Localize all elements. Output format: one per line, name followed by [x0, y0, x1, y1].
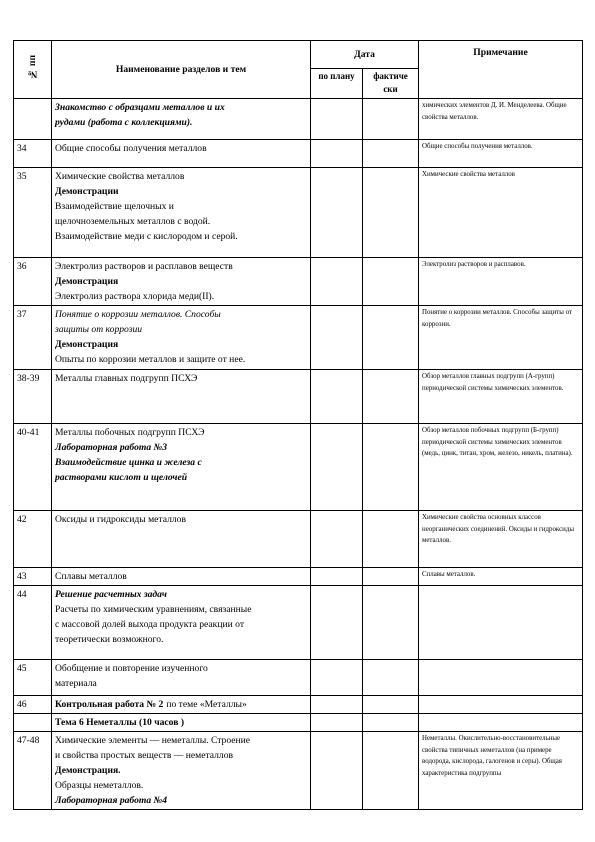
row-date-plan: [311, 168, 363, 258]
row-topic: [52, 696, 311, 714]
row-number: 46: [14, 696, 52, 714]
header-number: № пп: [14, 41, 52, 99]
row-note: Электролиз растворов и расплавов.: [419, 258, 583, 306]
topic-line: Обобщение и повторение изученного: [55, 663, 208, 674]
row-topic: [52, 370, 311, 424]
row-note: Химические свойства металлов: [419, 168, 583, 258]
row-topic: [52, 424, 311, 511]
topic-line: Сплавы металлов: [55, 571, 127, 582]
row-note: [419, 696, 583, 714]
row-date-plan: [311, 586, 363, 660]
row-date-plan: [311, 99, 363, 140]
topic-line: щелочноземельных металлов с водой.: [55, 216, 211, 227]
topic-line: Общие способы получения металлов: [55, 143, 207, 154]
row-number: 35: [14, 168, 52, 258]
row-date-fact: [363, 306, 419, 370]
topic-line: Расчеты по химическим уравнениям, связанные: [55, 604, 252, 615]
topic-line: Химические свойства металлов: [55, 171, 185, 182]
row-date-plan: [311, 306, 363, 370]
table-row: [14, 586, 583, 660]
table-row: [14, 660, 583, 696]
row-note: Обзор металлов побочных подгрупп (Б-групп) периодической системы химических элементов (медь, цинк, титан, хром, железо, никель, платина).: [419, 424, 583, 511]
table-row: [14, 568, 583, 586]
row-date-fact: [363, 732, 419, 810]
topic-line: Образцы неметаллов.: [55, 780, 144, 791]
row-date-fact: [363, 168, 419, 258]
row-date-fact: [363, 370, 419, 424]
topic-line: Опыты по коррозии металлов и защите от нее.: [55, 354, 246, 365]
row-note: Понятие о коррозии металлов. Способы защиты от коррозии.: [419, 306, 583, 370]
row-topic: [52, 168, 311, 258]
row-date-plan: [311, 370, 363, 424]
row-date-fact: [363, 696, 419, 714]
row-date-plan: [311, 660, 363, 696]
row-date-plan: [311, 258, 363, 306]
row-number: 36: [14, 258, 52, 306]
row-number: 38-39: [14, 370, 52, 424]
topic-line: Электролиз раствора хлорида меди(II).: [55, 291, 215, 302]
row-date-fact: [363, 586, 419, 660]
row-note: химических элементов Д. И. Менделеева. Общие свойства металлов.: [419, 99, 583, 140]
topic-line: Взаимодействие цинка и железа с: [55, 457, 202, 468]
topic-line: материала: [55, 678, 97, 689]
table-row: [14, 168, 583, 258]
row-date-fact: [363, 258, 419, 306]
row-date-plan: [311, 511, 363, 568]
topic-line: Взаимодействие щелочных и: [55, 201, 174, 212]
row-topic: [52, 586, 311, 660]
topic-line: Оксиды и гидроксиды металлов: [55, 514, 186, 525]
header-section-name: Наименование разделов и тем: [52, 41, 311, 99]
row-number: 34: [14, 140, 52, 168]
header-note: Примечание: [419, 41, 583, 99]
table-row: [14, 511, 583, 568]
row-date-fact: [363, 99, 419, 140]
row-note: [419, 586, 583, 660]
row-date-plan: [311, 732, 363, 810]
row-note: [419, 714, 583, 732]
row-note: [419, 660, 583, 696]
row-date-fact: [363, 140, 419, 168]
table-row: [14, 140, 583, 168]
topic-line: Электролиз растворов и расплавов веществ: [55, 261, 233, 272]
row-number: 45: [14, 660, 52, 696]
topic-line: Демонстрация.: [55, 765, 121, 776]
topic-line: Решение расчетных задач: [55, 589, 167, 600]
table-row: [14, 99, 583, 140]
row-number: 37: [14, 306, 52, 370]
row-note: Обзор металлов главных подгрупп (А-групп) периодической системы химических элементов.: [419, 370, 583, 424]
topic-line: Понятие о коррозии металлов. Способы: [55, 309, 221, 320]
row-date-fact: [363, 660, 419, 696]
row-number: 44: [14, 586, 52, 660]
header-date: Дата: [311, 41, 419, 69]
row-date-fact: [363, 568, 419, 586]
topic-line: и свойства простых веществ — неметаллов: [55, 750, 234, 761]
table-row: [14, 370, 583, 424]
row-number: 43: [14, 568, 52, 586]
topic-line: теоретически возможного.: [55, 634, 164, 645]
row-date-plan: [311, 140, 363, 168]
row-topic: [52, 140, 311, 168]
topic-line: Металлы главных подгрупп ПСХЭ: [55, 373, 198, 384]
table-row: [14, 306, 583, 370]
topic-line: защиты от коррозии: [55, 324, 143, 335]
curriculum-table: [13, 40, 583, 810]
row-topic: [52, 660, 311, 696]
row-number: [14, 99, 52, 140]
topic-line: Взаимодействие меди с кислородом и серой.: [55, 231, 238, 242]
topic-line: Демонстрация: [55, 276, 119, 287]
table-header-row-1: [14, 41, 583, 69]
topic-line: Демонстрации: [55, 186, 119, 197]
row-topic: [52, 306, 311, 370]
row-topic: [52, 99, 311, 140]
topic-line: растворами кислот и щелочей: [55, 472, 188, 483]
row-date-plan: [311, 714, 363, 732]
row-date-plan: [311, 568, 363, 586]
topic-line: Тема 6 Неметаллы (10 часов ): [55, 717, 185, 728]
topic-line: Лабораторная работа №4: [55, 795, 168, 806]
topic-line: по теме «Металлы»: [166, 699, 247, 710]
row-date-fact: [363, 511, 419, 568]
topic-line: Контрольная работа № 2: [55, 699, 164, 710]
table-row: [14, 424, 583, 511]
row-number: 40-41: [14, 424, 52, 511]
row-number: 47-48: [14, 732, 52, 810]
row-date-fact: [363, 424, 419, 511]
row-note: Сплавы металлов.: [419, 568, 583, 586]
row-note: Общие способы получения металлов.: [419, 140, 583, 168]
row-topic: [52, 714, 311, 732]
row-number: [14, 714, 52, 732]
row-number: 42: [14, 511, 52, 568]
table-row: [14, 714, 583, 732]
row-topic: [52, 258, 311, 306]
row-note: Химические свойства основных классов неорганических соединений. Оксиды и гидроксиды металлов.: [419, 511, 583, 568]
row-topic: [52, 511, 311, 568]
topic-line: Знакомство с образцами металлов и их: [55, 102, 225, 113]
row-topic: [52, 732, 311, 810]
topic-line: рудами (работа с коллекциями).: [55, 117, 193, 128]
topic-line: Химические элементы — неметаллы. Строение: [55, 735, 251, 746]
header-date-fact: фактиче ски: [363, 69, 419, 99]
table-row: [14, 732, 583, 810]
header-date-plan: по плану: [311, 69, 363, 99]
topic-line: с массовой долей выхода продукта реакции от: [55, 619, 245, 630]
row-date-plan: [311, 696, 363, 714]
table-row: [14, 258, 583, 306]
topic-line: Демонстрация: [55, 339, 119, 350]
topic-line: Металлы побочных подгрупп ПСХЭ: [55, 427, 205, 438]
row-topic: [52, 568, 311, 586]
topic-line: Лабораторная работа №3: [55, 442, 168, 453]
row-date-plan: [311, 424, 363, 511]
row-note: Неметаллы. Окислительно-восстановительные свойства типичных неметаллов (на примере водорода, кислорода, галогенов и серы). Общая характеристика подгруппы: [419, 732, 583, 810]
table-row: [14, 696, 583, 714]
row-date-fact: [363, 714, 419, 732]
